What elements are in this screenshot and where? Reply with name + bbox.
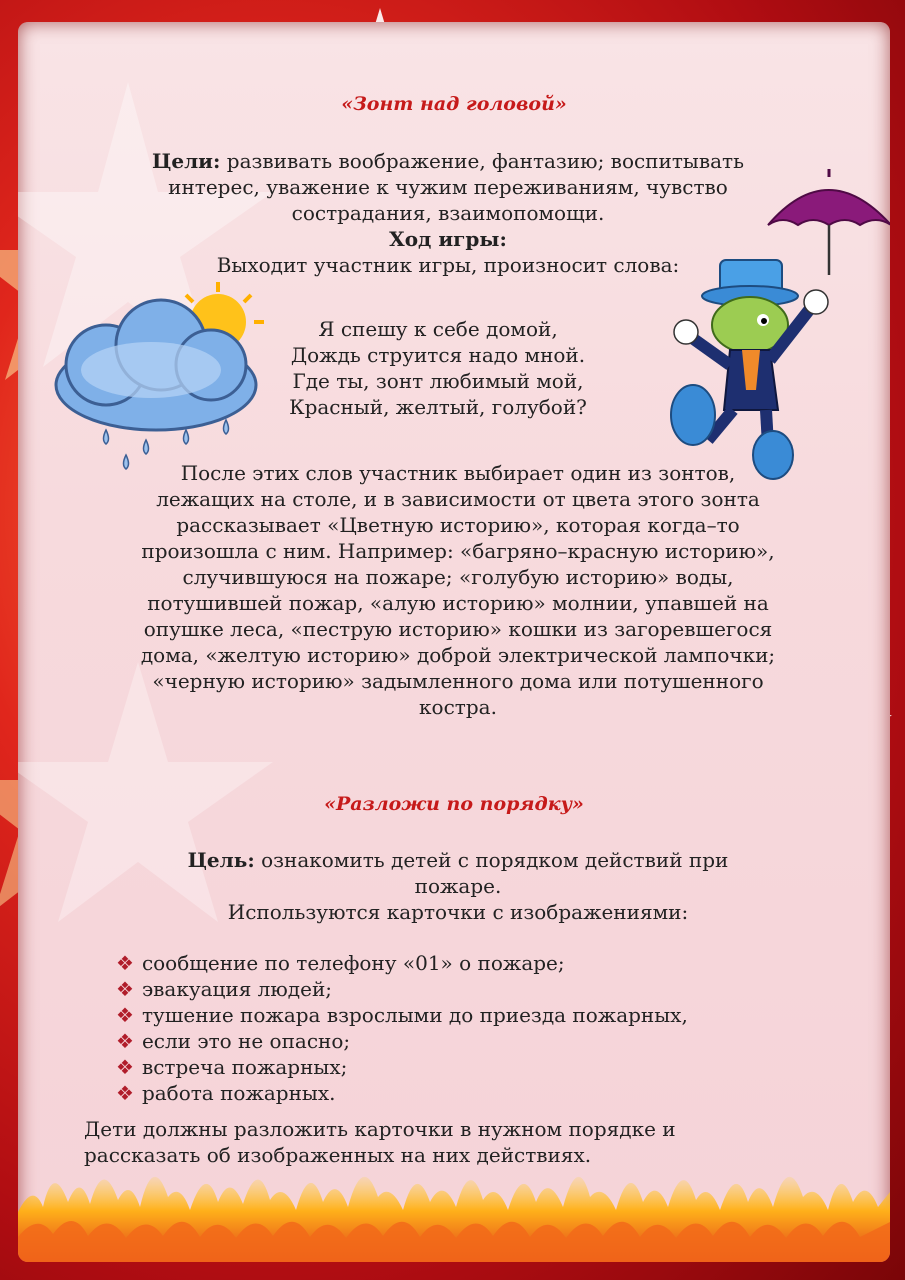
goal-line: пожаре. bbox=[414, 874, 502, 898]
goals-label: Цели: bbox=[152, 149, 221, 173]
bullet-icon: ❖ bbox=[116, 1055, 134, 1079]
list-item: ❖ тушение пожара взрослыми до приезда пожарных, bbox=[116, 1003, 688, 1027]
bullet-icon: ❖ bbox=[116, 1003, 134, 1027]
game1-description bbox=[58, 460, 858, 720]
goals-line: интерес, уважение к чужим переживаниям, чувство bbox=[168, 175, 728, 199]
cards-list bbox=[116, 950, 836, 1106]
content-frame bbox=[18, 22, 890, 1262]
description-line: «черную историю» задымленного дома или потушенного bbox=[152, 669, 764, 693]
cloud-sun-icon bbox=[36, 280, 276, 480]
goals-line: сострадания, взаимопомощи. bbox=[291, 201, 605, 225]
poem bbox=[268, 316, 608, 420]
description-line: опушке леса, «пеструю историю» кошки из загоревшегося bbox=[143, 617, 773, 641]
bullet-icon: ❖ bbox=[116, 977, 134, 1001]
goal-label: Цель: bbox=[187, 848, 255, 872]
outro-line: рассказать об изображенных на них действиях. bbox=[84, 1143, 592, 1167]
bullet-icon: ❖ bbox=[116, 1029, 134, 1053]
game1-goals bbox=[78, 148, 818, 278]
description-line: произошла с ним. Например: «багряно–красную историю», bbox=[141, 539, 775, 563]
procedure-label: Ход игры: bbox=[389, 227, 507, 251]
bullet-icon: ❖ bbox=[116, 1081, 134, 1105]
description-line: потушившей пожар, «алую историю» молнии, упавшей на bbox=[147, 591, 769, 615]
poem-line: Где ты, зонт любимый мой, bbox=[292, 369, 584, 393]
description-line: случившуюся на пожаре; «голубую историю» воды, bbox=[182, 565, 734, 589]
poem-line: Я спешу к себе домой, bbox=[318, 317, 558, 341]
goals-line: развивать воображение, фантазию; воспитывать bbox=[226, 149, 744, 173]
description-line: рассказывает «Цветную историю», которая когда–то bbox=[176, 513, 740, 537]
poem-line: Красный, желтый, голубой? bbox=[289, 395, 587, 419]
bullet-icon: ❖ bbox=[116, 951, 134, 975]
outro-line: Дети должны разложить карточки в нужном порядке и bbox=[84, 1117, 676, 1141]
list-item: ❖ эвакуация людей; bbox=[116, 977, 333, 1001]
list-item: ❖ встреча пожарных; bbox=[116, 1055, 348, 1079]
game2-title: «Разложи по порядку» bbox=[324, 793, 584, 815]
flames-icon bbox=[18, 1152, 890, 1262]
procedure-intro: Выходит участник игры, произносит слова: bbox=[216, 253, 680, 277]
description-line: костра. bbox=[419, 695, 497, 719]
list-item: ❖ если это не опасно; bbox=[116, 1029, 351, 1053]
list-item: ❖ сообщение по телефону «01» о пожаре; bbox=[116, 951, 565, 975]
description-line: дома, «желтую историю» доброй электрической лампочки; bbox=[140, 643, 776, 667]
description-line: После этих слов участник выбирает один из зонтов, bbox=[180, 461, 736, 485]
poem-line: Дождь струится надо мной. bbox=[290, 343, 586, 367]
game2-goal bbox=[78, 847, 838, 925]
cards-intro: Используются карточки с изображениями: bbox=[227, 900, 689, 924]
list-item: ❖ работа пожарных. bbox=[116, 1081, 336, 1105]
goal-line: ознакомить детей с порядком действий при bbox=[261, 848, 729, 872]
game1-title: «Зонт над головой» bbox=[341, 93, 567, 115]
description-line: лежащих на столе, и в зависимости от цвета этого зонта bbox=[156, 487, 760, 511]
